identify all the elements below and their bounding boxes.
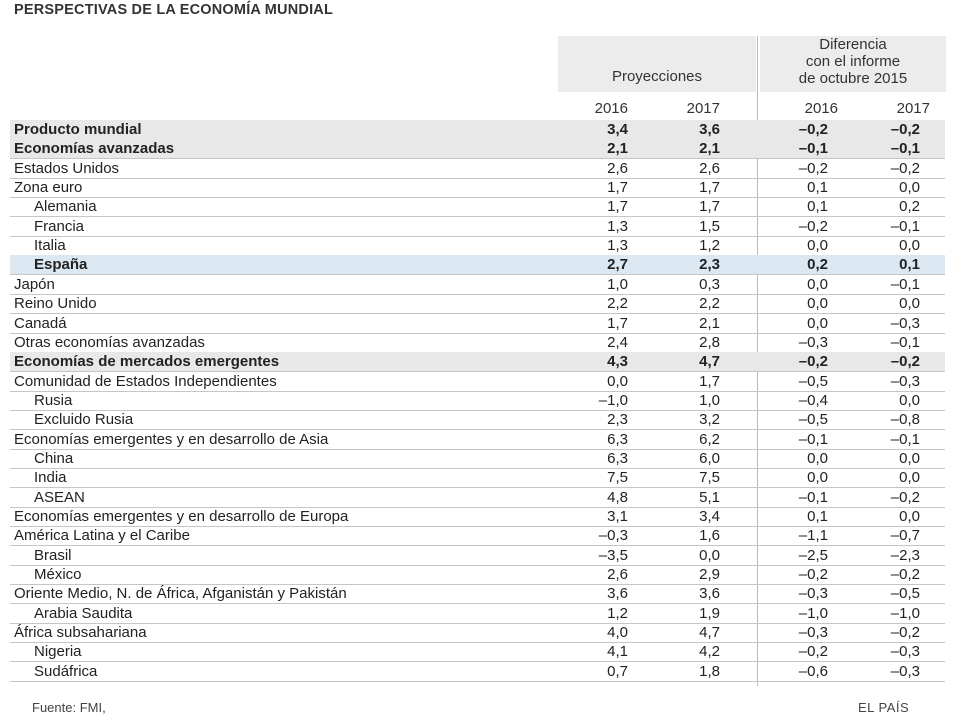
cell-value: 6,2 [699, 430, 720, 448]
cell-value: –0,3 [798, 333, 828, 351]
cell-value: 2,1 [607, 140, 628, 158]
cell-value: 1,2 [699, 237, 720, 255]
cell-value: –0,2 [798, 353, 828, 371]
cell-value: –0,1 [890, 140, 920, 158]
cell-value: –1,1 [798, 527, 828, 545]
table-row [10, 255, 945, 275]
cell-value: 7,5 [699, 469, 720, 487]
header-difference-line-2: con el informe [805, 53, 901, 70]
cell-value: –0,2 [798, 643, 828, 661]
cell-value: –0,1 [890, 275, 920, 293]
cell-value: 2,4 [607, 333, 628, 351]
cell-value: 0,0 [899, 237, 920, 255]
table-row [10, 120, 945, 140]
cell-value: 0,0 [899, 295, 920, 313]
cell-value: –0,2 [890, 353, 920, 371]
cell-value: 0,1 [807, 198, 828, 216]
table-row [10, 662, 945, 682]
cell-value: –0,6 [798, 662, 828, 680]
cell-value: –0,1 [798, 488, 828, 506]
cell-value: 3,6 [699, 585, 720, 603]
table-row [10, 410, 945, 430]
cell-value: 1,7 [699, 198, 720, 216]
table-row [10, 468, 945, 488]
cell-value: 3,1 [607, 508, 628, 525]
table-row [10, 159, 945, 179]
cell-value: 2,1 [699, 140, 720, 158]
cell-value: 0,0 [807, 275, 828, 293]
row-label: Oriente Medio, N. de África, Afganistán y Pakistán [14, 585, 347, 603]
cell-value: –0,2 [798, 121, 828, 138]
row-label: África subsahariana [14, 624, 147, 642]
cell-value: 3,6 [607, 585, 628, 603]
cell-value: 1,7 [607, 198, 628, 216]
table-row [10, 139, 945, 159]
cell-value: –0,1 [798, 140, 828, 158]
row-label: Alemania [34, 198, 97, 216]
row-label: Canadá [14, 314, 67, 332]
cell-value: 3,4 [607, 121, 628, 138]
cell-value: –3,5 [598, 546, 628, 564]
cell-value: –0,3 [798, 585, 828, 603]
cell-value: 1,0 [607, 275, 628, 293]
table-row [10, 314, 945, 334]
table-row [10, 623, 945, 643]
cell-value: 0,0 [807, 469, 828, 487]
row-label: Economías emergentes y en desarrollo de Europa [14, 508, 349, 525]
cell-value: 2,6 [699, 159, 720, 177]
cell-value: 1,7 [699, 372, 720, 390]
cell-value: –0,1 [798, 430, 828, 448]
table-row [10, 526, 945, 546]
cell-value: 7,5 [607, 469, 628, 487]
cell-value: 1,2 [607, 604, 628, 622]
row-label: Arabia Saudita [34, 604, 133, 622]
year-header-proj-2017: 2017 [686, 100, 720, 117]
cell-value: –1,0 [890, 604, 920, 622]
row-label: Sudáfrica [34, 662, 98, 680]
cell-value: 1,6 [699, 527, 720, 545]
cell-value: 2,6 [607, 159, 628, 177]
cell-value: –0,2 [798, 217, 828, 235]
year-header-proj-2016: 2016 [594, 100, 628, 117]
cell-value: –1,0 [598, 391, 628, 409]
table-row [10, 372, 945, 392]
cell-value: 2,8 [699, 333, 720, 351]
cell-value: 4,1 [607, 643, 628, 661]
cell-value: 0,2 [807, 256, 828, 274]
table-row [10, 565, 945, 585]
cell-value: 2,7 [607, 256, 628, 274]
cell-value: 1,9 [699, 604, 720, 622]
cell-value: 1,0 [699, 391, 720, 409]
table-row [10, 275, 945, 295]
row-label: Producto mundial [14, 121, 142, 138]
cell-value: 2,6 [607, 566, 628, 584]
cell-value: –0,3 [890, 662, 920, 680]
cell-value: –2,3 [890, 546, 920, 564]
cell-value: 4,7 [699, 353, 720, 371]
table-row [10, 178, 945, 198]
cell-value: 0,0 [899, 391, 920, 409]
table-row [10, 391, 945, 411]
cell-value: 2,1 [699, 314, 720, 332]
table-row [10, 507, 945, 527]
header-difference-line-1: Diferencia [819, 36, 887, 53]
header-projections: Proyecciones [611, 68, 703, 85]
cell-value: –0,4 [798, 391, 828, 409]
cell-value: 4,3 [607, 353, 628, 371]
cell-value: –0,3 [890, 643, 920, 661]
table-row [10, 604, 945, 624]
cell-value: –0,2 [798, 566, 828, 584]
cell-value: –0,3 [890, 372, 920, 390]
cell-value: 2,3 [607, 411, 628, 429]
table-row [10, 488, 945, 508]
table-row [10, 352, 945, 372]
cell-value: 0,0 [899, 508, 920, 525]
row-label: India [34, 469, 67, 487]
cell-value: 2,3 [699, 256, 720, 274]
cell-value: 6,3 [607, 449, 628, 467]
cell-value: –0,2 [890, 624, 920, 642]
header-difference-line-3: de octubre 2015 [798, 70, 908, 87]
row-label: Italia [34, 237, 66, 255]
cell-value: –0,7 [890, 527, 920, 545]
row-label: Economías avanzadas [14, 140, 175, 158]
cell-value: –0,5 [798, 372, 828, 390]
row-label: Rusia [34, 391, 73, 409]
table-row [10, 584, 945, 604]
cell-value: 0,0 [899, 469, 920, 487]
row-label: Otras economías avanzadas [14, 333, 205, 351]
cell-value: –0,2 [798, 159, 828, 177]
cell-value: 2,2 [699, 295, 720, 313]
cell-value: –0,3 [598, 527, 628, 545]
cell-value: 0,1 [899, 256, 920, 274]
table-row [10, 546, 945, 566]
cell-value: –1,0 [798, 604, 828, 622]
cell-value: 4,2 [699, 643, 720, 661]
header-difference [760, 36, 946, 87]
row-label: América Latina y el Caribe [14, 527, 190, 545]
table-row [10, 333, 945, 353]
cell-value: 0,0 [899, 449, 920, 467]
cell-value: 4,8 [607, 488, 628, 506]
cell-value: 1,3 [607, 237, 628, 255]
table-row [10, 197, 945, 217]
cell-value: 0,0 [699, 546, 720, 564]
cell-value: 2,2 [607, 295, 628, 313]
row-label: México [34, 566, 82, 584]
cell-value: 3,4 [699, 508, 720, 525]
cell-value: 2,9 [699, 566, 720, 584]
table-row [10, 294, 945, 314]
row-label: Japón [14, 275, 55, 293]
publisher-credit: EL PAÍS [858, 700, 910, 715]
row-label: Estados Unidos [14, 159, 120, 177]
cell-value: –0,5 [798, 411, 828, 429]
row-label: Brasil [34, 546, 72, 564]
cell-value: 0,3 [699, 275, 720, 293]
row-label: China [34, 449, 74, 467]
cell-value: 0,2 [899, 198, 920, 216]
source-note: Fuente: FMI, [32, 700, 106, 715]
row-label: Comunidad de Estados Independientes [14, 372, 277, 390]
cell-value: 0,1 [807, 508, 828, 525]
cell-value: 0,0 [807, 295, 828, 313]
year-header-dif-2017: 2017 [896, 100, 930, 117]
cell-value: 0,0 [807, 237, 828, 255]
cell-value: 6,0 [699, 449, 720, 467]
cell-value: 4,7 [699, 624, 720, 642]
cell-value: 1,7 [607, 179, 628, 197]
table-row [10, 430, 945, 450]
cell-value: –0,3 [890, 314, 920, 332]
cell-value: 5,1 [699, 488, 720, 506]
row-label: Francia [34, 217, 85, 235]
table-row [10, 217, 945, 237]
cell-value: –0,2 [890, 159, 920, 177]
row-label: Reino Unido [14, 295, 97, 313]
cell-value: 0,1 [807, 179, 828, 197]
cell-value: –0,2 [890, 488, 920, 506]
cell-value: 0,0 [899, 179, 920, 197]
cell-value: 1,7 [607, 314, 628, 332]
cell-value: 0,0 [807, 314, 828, 332]
cell-value: –0,2 [890, 566, 920, 584]
table-row [10, 449, 945, 469]
cell-value: 3,2 [699, 411, 720, 429]
cell-value: –0,1 [890, 217, 920, 235]
cell-value: 6,3 [607, 430, 628, 448]
cell-value: –0,1 [890, 333, 920, 351]
row-label: Excluido Rusia [34, 411, 134, 429]
year-header-dif-2016: 2016 [804, 100, 838, 117]
cell-value: –0,1 [890, 430, 920, 448]
row-label: Economías emergentes y en desarrollo de Asia [14, 430, 329, 448]
cell-value: –0,8 [890, 411, 920, 429]
table-row [10, 236, 945, 256]
table-row [10, 642, 945, 662]
table-title: PERSPECTIVAS DE LA ECONOMÍA MUNDIAL [14, 2, 334, 18]
cell-value: 1,8 [699, 662, 720, 680]
cell-value: 0,0 [607, 372, 628, 390]
cell-value: 4,0 [607, 624, 628, 642]
cell-value: –0,5 [890, 585, 920, 603]
cell-value: 0,0 [807, 449, 828, 467]
row-label: ASEAN [34, 488, 85, 506]
row-label: Economías de mercados emergentes [14, 353, 280, 371]
cell-value: 0,7 [607, 662, 628, 680]
row-label: Zona euro [14, 179, 83, 197]
cell-value: –0,3 [798, 624, 828, 642]
cell-value: 3,6 [699, 121, 720, 138]
cell-value: –0,2 [890, 121, 920, 138]
row-label: España [34, 256, 88, 274]
cell-value: –2,5 [798, 546, 828, 564]
row-label: Nigeria [34, 643, 82, 661]
cell-value: 1,5 [699, 217, 720, 235]
cell-value: 1,3 [607, 217, 628, 235]
cell-value: 1,7 [699, 179, 720, 197]
